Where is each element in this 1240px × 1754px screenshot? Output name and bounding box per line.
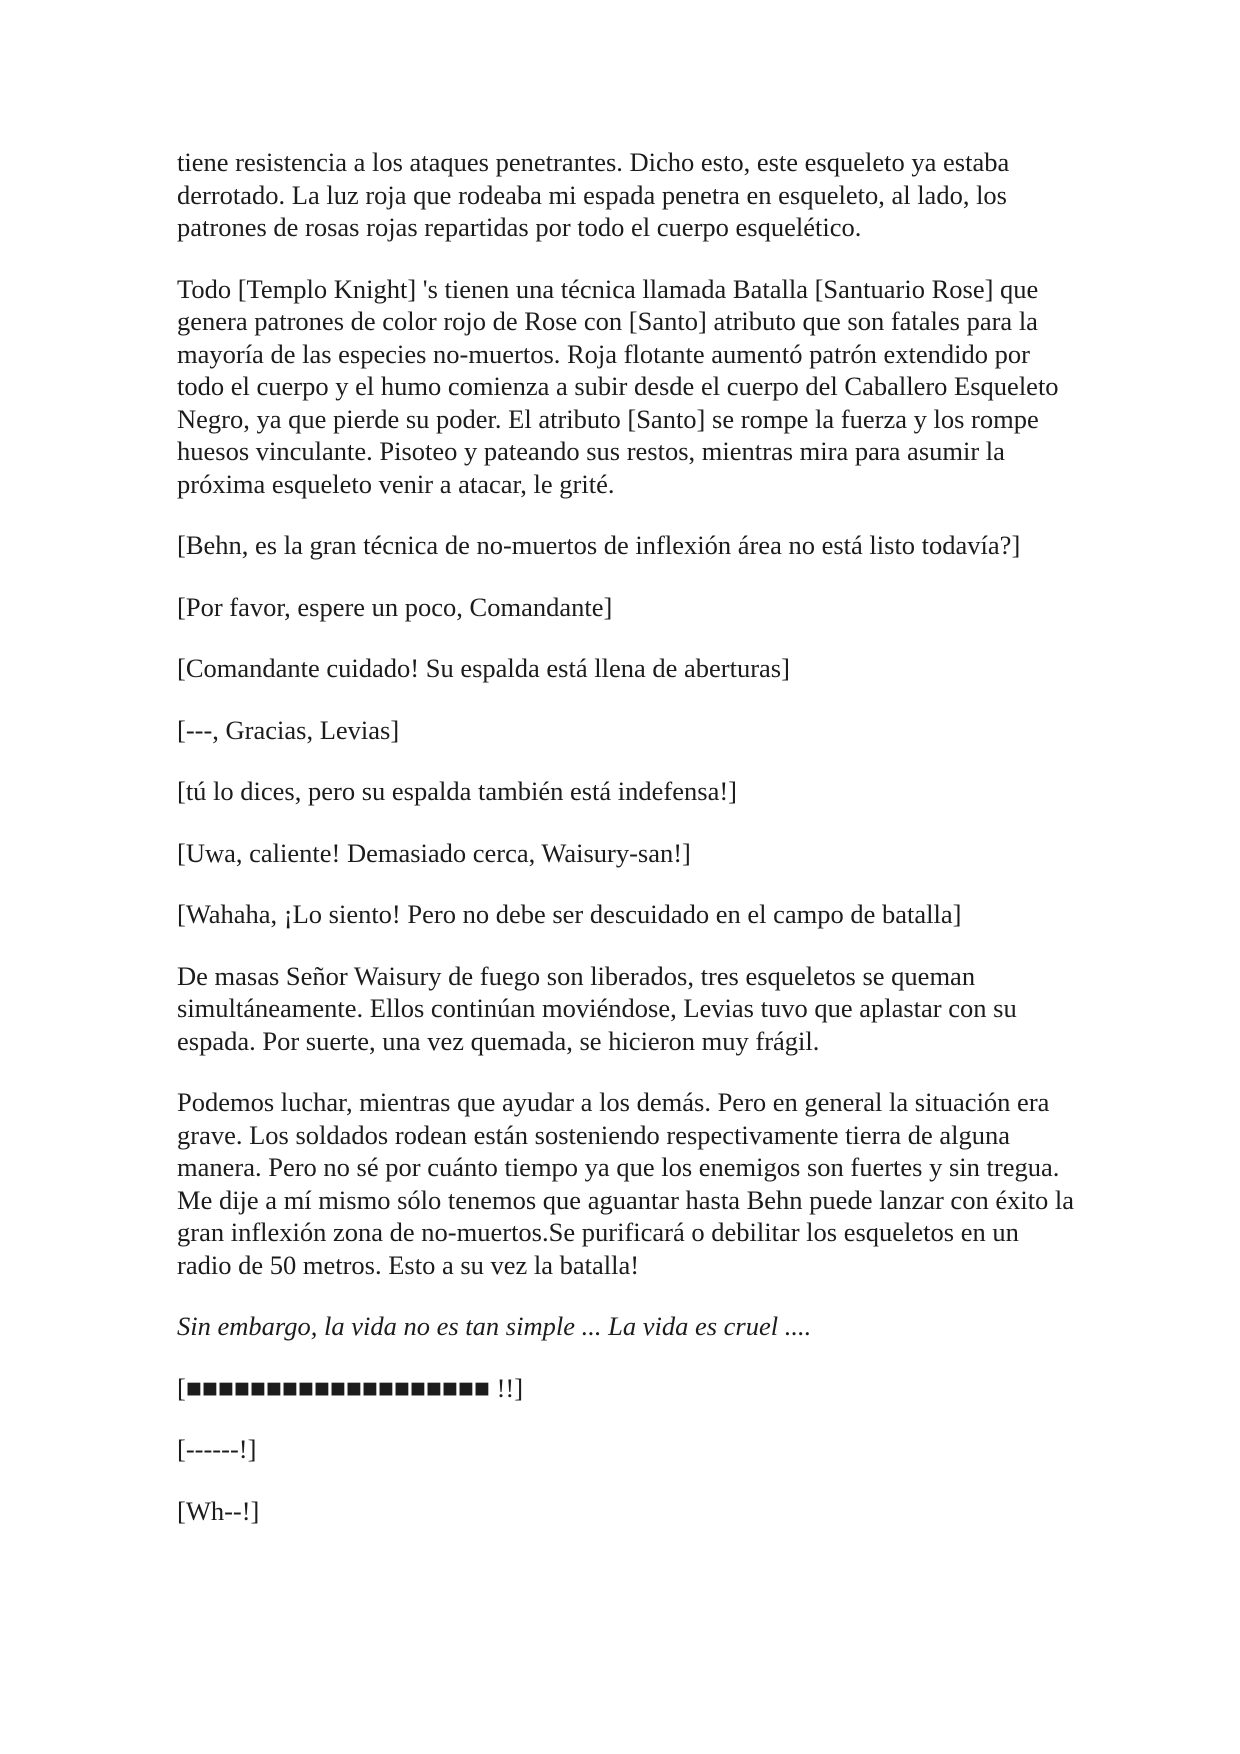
document-page — [177, 146, 1077, 1556]
dialogue-line-warning: [Comandante cuidado! Su espalda está llena de aberturas] — [177, 653, 790, 683]
dialogue-line-defenseless: [tú lo dices, pero su espalda también está indefensa!] — [177, 776, 737, 806]
dialogue-line-wh: [Wh--!] — [177, 1495, 260, 1526]
dialogue-line-hot: [Uwa, caliente! Demasiado cerca, Waisury-san!] — [177, 837, 691, 868]
italic-line: Sin embargo, la vida no es tan simple ... La vida es cruel .... — [177, 1311, 812, 1341]
dialogue-line-dashes: [------!] — [177, 1434, 257, 1464]
paragraph-fire: De masas Señor Waisury de fuego son liberados, tres esqueletos se queman simultáneamente. Ellos continúan moviéndose, Levias tuvo que aplastar con su espada. Por suerte, una vez quemada, se hicieron muy frágil. — [177, 960, 1017, 1056]
paragraph-1: tiene resistencia a los ataques penetrantes. Dicho esto, este esqueleto ya estaba derrotado. La luz roja que rodeaba mi espada penetra en esqueleto, al lado, los patrones de rosas rojas repartidas por todo el cuerpo esquelético. — [177, 147, 1010, 242]
dialogue-line-thanks: [---, Gracias, Levias] — [177, 714, 400, 745]
dialogue-line-wait: [Por favor, espere un poco, Comandante] — [177, 591, 613, 622]
dialogue-line-sorry: [Wahaha, ¡Lo siento! Pero no debe ser descuidado en el campo de batalla] — [177, 899, 962, 929]
paragraph-2: Todo [Templo Knight] 's tienen una técnica llamada Batalla [Santuario Rose] que genera patrones de color rojo de Rose con [Santo] atributo que son fatales para la mayoría de las especies no-muertos. Roja flotante aumentó patrón extendido por todo el cuerpo y el humo comienza a subir desde el cuerpo del Caballero Esqueleto Negro, ya que pierde su poder. El atributo [Santo] se rompe la fuerza y los rompe huesos vinculante. Pisoteo y pateando sus restos, mientras mira para asumir la próxima esqueleto venir a atacar, le grité. — [177, 273, 1059, 499]
dialogue-line-behn-question: [Behn, es la gran técnica de no-muertos de inflexión área no está listo todavía?] — [177, 530, 1021, 560]
paragraph-situation: Podemos luchar, mientras que ayudar a los demás. Pero en general la situación era grave. Los soldados rodean están sosteniendo respectivamente tierra de alguna manera. Pero no sé por cuánto tiempo ya que los enemigos son fuertes y sin tregua. Me dije a mí mismo sólo tenemos que aguantar hasta Behn puede lanzar con éxito la gran inflexión zona de no-muertos.Se purificará o debilitar los esqueletos en un radio de 50 metros. Esto a su vez la batalla! — [177, 1087, 1075, 1280]
dialogue-line-censored: [■■■■■■■■■■■■■■■■■■■ !!] — [177, 1372, 524, 1403]
